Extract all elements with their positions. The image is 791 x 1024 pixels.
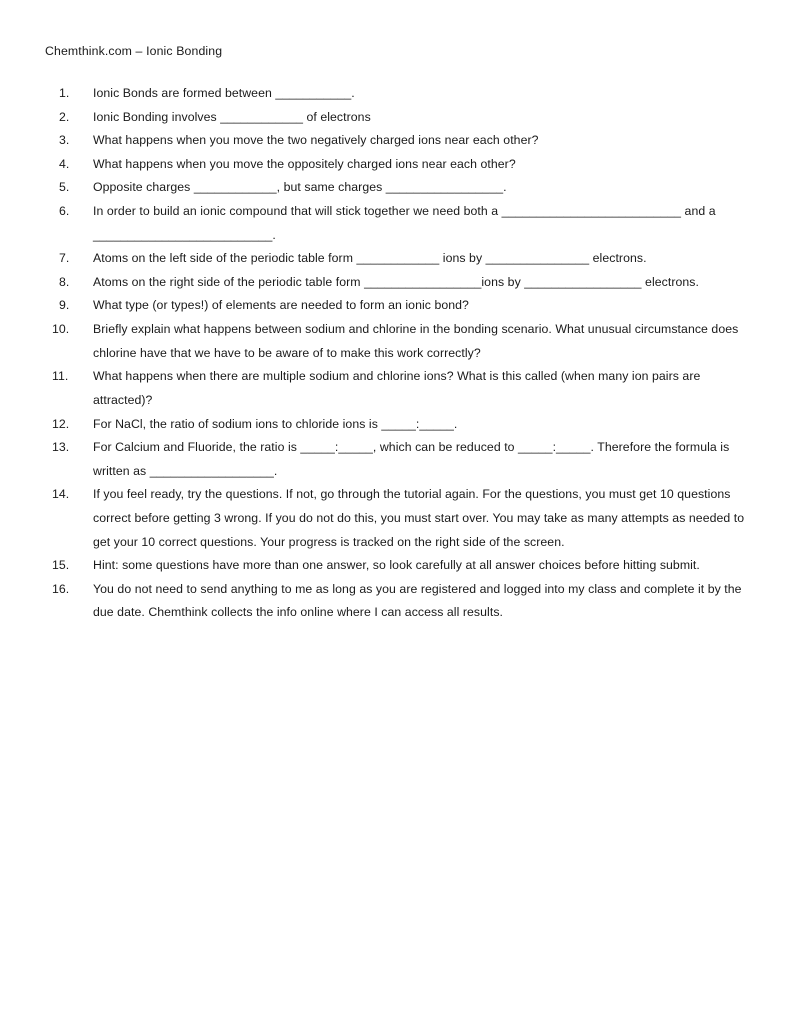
question-text: Atoms on the left side of the periodic table form ____________ ions by _______________ electrons. [93,251,647,266]
question-item-13 [45,436,746,483]
question-item-6 [45,200,746,247]
question-text: Ionic Bonding involves ____________ of electrons [93,109,371,124]
question-text: What happens when you move the two negatively charged ions near each other? [93,133,539,148]
question-text: Briefly explain what happens between sodium and chlorine in the bonding scenario. What unusual circumstance does chlorine have that we have to be aware of to make this work correctly? [93,322,739,360]
question-text: For Calcium and Fluoride, the ratio is _____:_____, which can be reduced to _____:_____. Therefore the formula is written as __________________. [93,440,730,478]
question-item-5 [45,176,746,200]
question-item-3 [45,129,746,153]
question-text: Ionic Bonds are formed between ___________. [93,85,355,100]
question-number: 12. [52,416,70,431]
question-item-2 [45,106,746,130]
question-text: Hint: some questions have more than one answer, so look carefully at all answer choices before hitting submit. [93,558,700,573]
question-number: 16. [52,581,70,596]
question-number: 6. [59,204,70,219]
question-text: If you feel ready, try the questions. If not, go through the tutorial again. For the questions, you must get 10 questions correct before getting 3 wrong. If you do not do this, you must start over. You may take as many attempts as needed to get your 10 correct questions. Your progress is tracked on the right side of the screen. [93,487,745,549]
question-item-9 [45,294,746,318]
question-text: Opposite charges ____________, but same charges _________________. [93,180,507,195]
question-text: Atoms on the right side of the periodic table form _________________ions by _________________ electrons. [93,274,699,289]
question-text: For NaCl, the ratio of sodium ions to chloride ions is _____:_____. [93,416,458,431]
question-number: 1. [59,85,70,100]
question-number: 7. [59,251,70,266]
question-number: 2. [59,109,70,124]
question-number: 10. [52,322,70,337]
question-number: 9. [59,298,70,313]
question-number: 4. [59,156,70,171]
question-item-14 [45,483,746,554]
question-list [45,82,746,625]
question-item-12 [45,413,746,437]
document-header: Chemthink.com – Ionic Bonding [45,44,223,58]
question-text: In order to build an ionic compound that will stick together we need both a __________________________ and a __________________________. [93,204,716,242]
question-item-10 [45,318,746,365]
question-number: 13. [52,440,70,455]
question-item-4 [45,153,746,177]
question-item-8 [45,271,746,295]
question-item-15 [45,554,746,578]
question-text: You do not need to send anything to me as long as you are registered and logged into my class and complete it by the due date. Chemthink collects the info online where I can access all results. [93,581,742,620]
question-number: 11. [52,369,69,384]
question-item-1 [45,82,746,106]
question-number: 15. [52,558,70,573]
question-item-16 [45,578,746,625]
question-text: What type (or types!) of elements are needed to form an ionic bond? [93,298,469,313]
question-number: 3. [59,133,70,148]
question-item-11 [45,365,746,412]
question-number: 5. [59,180,70,195]
question-text: What happens when there are multiple sodium and chlorine ions? What is this called (when many ion pairs are attracted)? [93,369,701,407]
question-item-7 [45,247,746,271]
question-number: 14. [52,487,70,502]
question-number: 8. [59,274,70,289]
question-text: What happens when you move the oppositely charged ions near each other? [93,156,516,171]
